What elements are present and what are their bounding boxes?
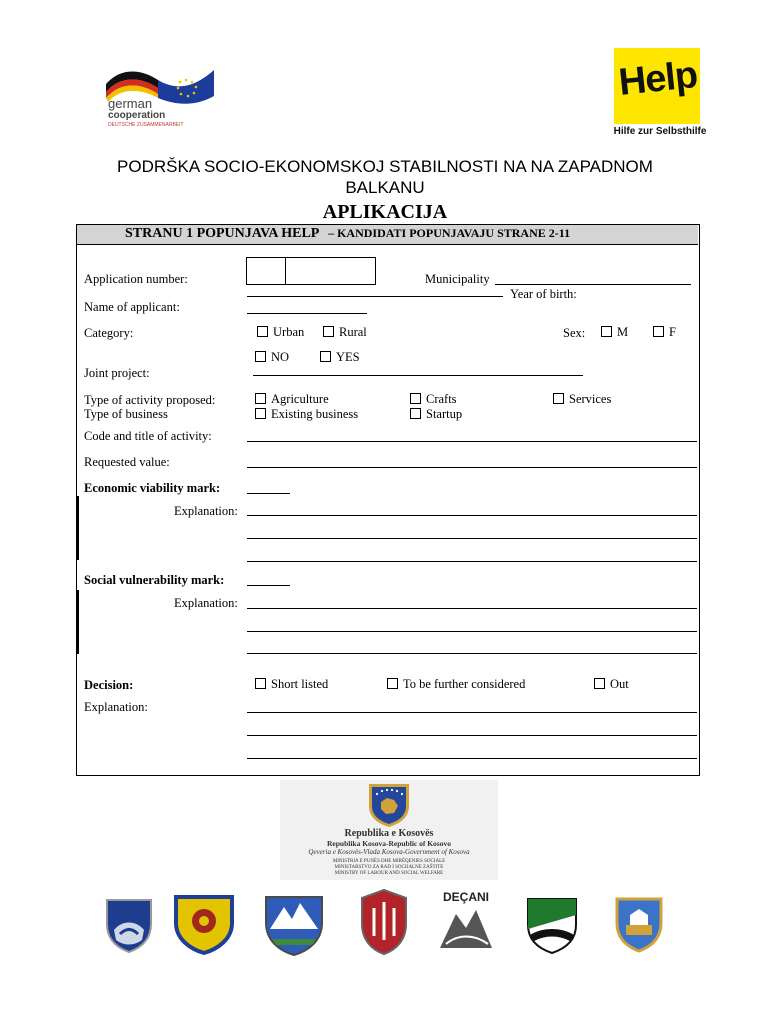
checkbox-rural[interactable] <box>323 326 334 337</box>
option-further-considered-label: To be further considered <box>403 677 526 691</box>
decision-explanation-line-3[interactable] <box>247 758 697 759</box>
page-heading: APLIKACIJA <box>322 201 448 223</box>
option-female-label: F <box>669 325 676 339</box>
option-out[interactable] <box>594 677 629 692</box>
help-logo-word: Help <box>616 54 700 104</box>
checkbox-out[interactable] <box>594 678 605 689</box>
german-logo-text-1: german <box>108 96 153 111</box>
german-logo-text-3: DEUTSCHE ZUSAMMENARBEIT <box>108 122 184 128</box>
checkbox-existing-business[interactable] <box>255 408 266 419</box>
checkbox-urban[interactable] <box>257 326 268 337</box>
option-male[interactable] <box>601 325 628 340</box>
kosovo-line-2: Republika Kosova-Republic of Kosovo <box>327 839 451 848</box>
label-code-title: Code and title of activity: <box>84 429 212 443</box>
application-number-divider <box>285 258 286 284</box>
option-startup[interactable] <box>410 407 462 422</box>
option-further-considered[interactable] <box>387 677 525 692</box>
social-mark-field[interactable] <box>247 585 290 586</box>
municipality-emblem-1-icon <box>104 896 154 954</box>
municipality-emblem-2-icon <box>172 893 236 955</box>
label-category: Category: <box>84 326 134 340</box>
kosovo-line-3: Qeveria e Kosovës-Vlada Kosova-Government of Kosova <box>308 848 470 856</box>
checkbox-crafts[interactable] <box>410 393 421 404</box>
banner-text <box>125 226 570 242</box>
option-yes-label: YES <box>336 350 360 364</box>
option-short-listed[interactable] <box>255 677 328 692</box>
checkbox-male[interactable] <box>601 326 612 337</box>
title-line-1: PODRŠKA SOCIO-EKONOMSKOJ STABILNOSTI NA NA ZAPADNOM <box>117 157 653 176</box>
label-application-number: Application number: <box>84 272 188 286</box>
decani-emblem <box>436 890 496 956</box>
label-municipality: Municipality <box>425 272 490 286</box>
kosovo-line-5: MINISTARSTVO ZA RAD I SOCIJALNE ZAŠTITE <box>334 865 444 870</box>
option-no-label: NO <box>271 350 290 364</box>
option-short-listed-label: Short listed <box>271 677 329 691</box>
option-existing-business-label: Existing business <box>271 407 359 421</box>
municipality-field[interactable] <box>495 284 691 285</box>
label-economic-viability: Economic viability mark: <box>84 481 221 495</box>
option-yes[interactable] <box>320 350 360 365</box>
label-type-of-activity: Type of activity proposed: <box>84 393 216 407</box>
social-section-marker <box>77 590 79 654</box>
applicant-name-line-1[interactable] <box>247 296 503 297</box>
code-title-field[interactable] <box>247 441 697 442</box>
option-services[interactable] <box>553 392 611 407</box>
option-existing-business[interactable] <box>255 407 358 422</box>
document-title <box>0 156 770 198</box>
option-female[interactable] <box>653 325 676 340</box>
german-logo-text-2: cooperation <box>108 110 166 121</box>
applicant-name-line-2[interactable] <box>247 313 367 314</box>
label-decision-explanation: Explanation: <box>84 700 148 714</box>
checkbox-yes[interactable] <box>320 351 331 362</box>
banner-part-1: STRANU 1 POPUNJAVA HELP <box>125 226 319 241</box>
social-explanation-line-2[interactable] <box>247 631 697 632</box>
option-crafts-label: Crafts <box>426 392 457 406</box>
economic-mark-field[interactable] <box>247 493 290 494</box>
decani-label: DEÇANI <box>442 890 489 904</box>
label-year-of-birth: Year of birth: <box>510 287 577 301</box>
decision-explanation-line-2[interactable] <box>247 735 697 736</box>
label-economic-explanation: Explanation: <box>174 504 238 518</box>
kosovo-coat-of-arms-icon <box>367 782 411 828</box>
municipality-emblem-4-icon <box>356 888 412 956</box>
decision-explanation-line-1[interactable] <box>247 712 697 713</box>
decani-mountain-icon <box>436 904 496 954</box>
option-urban-label: Urban <box>273 325 305 339</box>
kosovo-line-4: MINISTRIA E PUNËS DHE MIRËQENIES SOCIALE <box>332 859 446 864</box>
option-startup-label: Startup <box>426 407 463 421</box>
option-no[interactable] <box>255 350 289 365</box>
social-explanation-line-3[interactable] <box>247 653 697 654</box>
checkbox-no[interactable] <box>255 351 266 362</box>
option-out-label: Out <box>610 677 629 691</box>
checkbox-services[interactable] <box>553 393 564 404</box>
option-agriculture-label: Agriculture <box>271 392 329 406</box>
label-social-vulnerability: Social vulnerability mark: <box>84 573 225 587</box>
label-sex: Sex: <box>563 326 586 340</box>
joint-project-field[interactable] <box>253 375 583 376</box>
application-number-field[interactable] <box>246 257 376 285</box>
option-rural-label: Rural <box>339 325 367 339</box>
economic-explanation-line-2[interactable] <box>247 538 697 539</box>
kosovo-line-1: Republika e Kosovës <box>344 828 434 839</box>
label-joint-project: Joint project: <box>84 366 150 380</box>
label-decision: Decision: <box>84 678 134 692</box>
german-cooperation-logo <box>100 66 220 130</box>
checkbox-further-considered[interactable] <box>387 678 398 689</box>
checkbox-short-listed[interactable] <box>255 678 266 689</box>
label-requested-value: Requested value: <box>84 455 170 469</box>
label-type-of-business: Type of business <box>84 407 168 421</box>
checkbox-startup[interactable] <box>410 408 421 419</box>
option-services-label: Services <box>569 392 612 406</box>
title-line-2: BALKANU <box>345 178 425 197</box>
municipality-emblem-6-icon <box>524 895 580 955</box>
help-logo <box>610 48 710 140</box>
kosovo-line-6: MINISTRY OF LABOUR AND SOCIAL WELFARE <box>334 871 444 876</box>
social-explanation-line-1[interactable] <box>247 608 697 609</box>
economic-explanation-line-1[interactable] <box>247 515 697 516</box>
checkbox-female[interactable] <box>653 326 664 337</box>
banner-part-2: – KANDIDATI POPUNJAVAJU STRANE 2-11 <box>328 226 571 240</box>
option-agriculture[interactable] <box>255 392 329 407</box>
requested-value-field[interactable] <box>247 467 697 468</box>
option-crafts[interactable] <box>410 392 457 407</box>
municipality-emblem-3-icon <box>262 893 326 957</box>
checkbox-agriculture[interactable] <box>255 393 266 404</box>
option-rural[interactable] <box>323 325 367 340</box>
kosovo-ministry-logo <box>280 780 498 880</box>
label-social-explanation: Explanation: <box>174 596 238 610</box>
option-urban[interactable] <box>257 325 304 340</box>
option-male-label: M <box>617 325 629 339</box>
municipality-emblem-7-icon <box>614 895 664 953</box>
economic-explanation-line-3[interactable] <box>247 561 697 562</box>
economic-section-marker <box>77 496 79 560</box>
help-logo-tagline: Hilfe zur Selbsthilfe <box>613 126 707 137</box>
label-name-of-applicant: Name of applicant: <box>84 300 180 314</box>
